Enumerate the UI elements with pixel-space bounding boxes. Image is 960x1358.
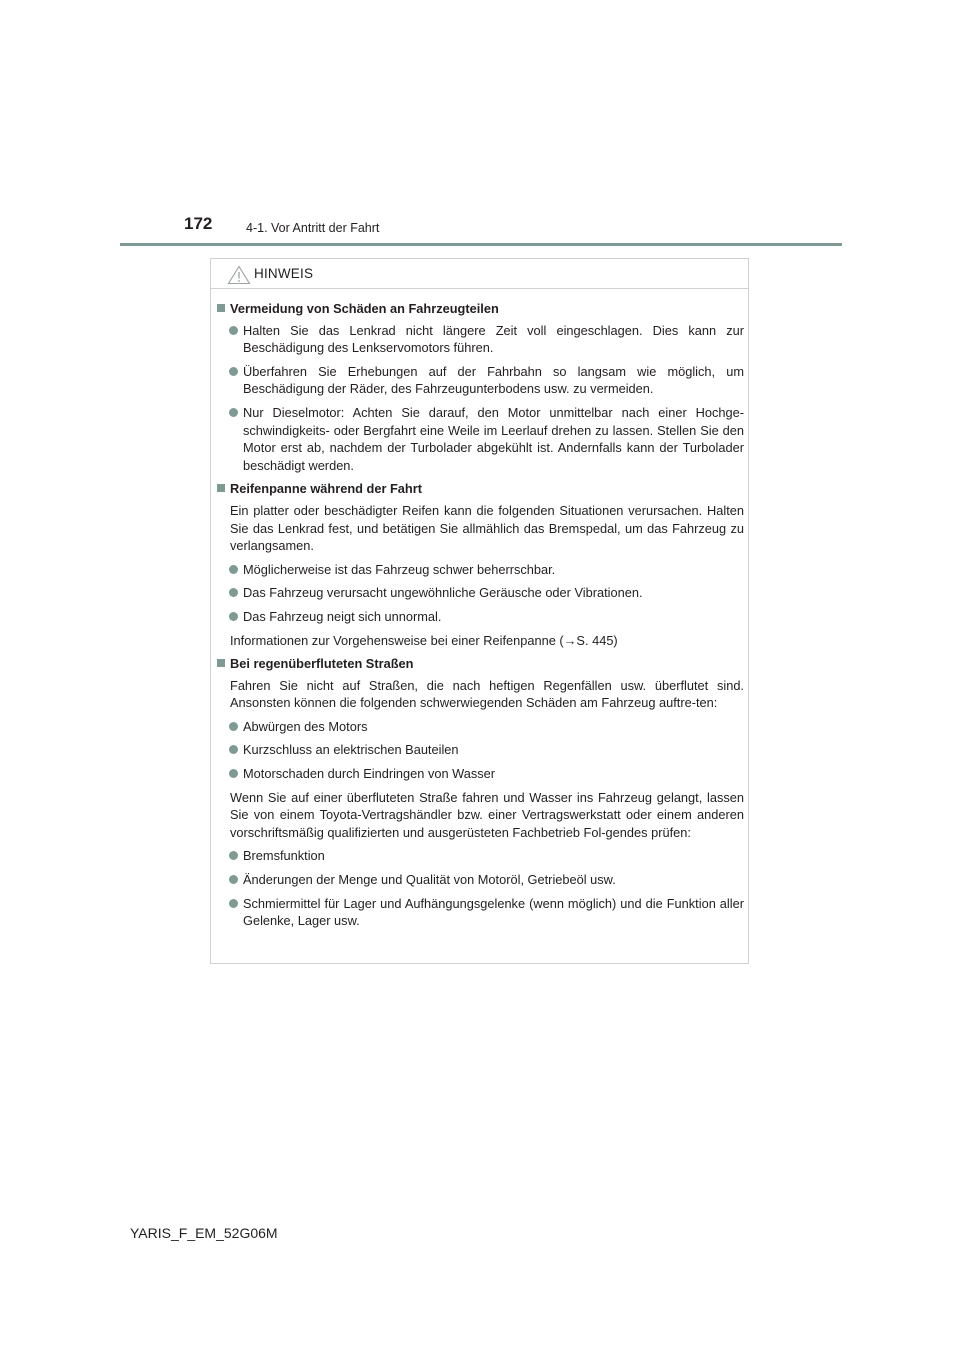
round-bullet-icon xyxy=(229,588,238,597)
section-heading: Vermeidung von Schäden an Fahrzeugteilen xyxy=(217,300,744,318)
list-item: Kurzschluss an elektrischen Bauteilen xyxy=(217,741,744,759)
round-bullet-icon xyxy=(229,367,238,376)
round-bullet-icon xyxy=(229,851,238,860)
round-bullet-icon xyxy=(229,408,238,417)
page-number: 172 xyxy=(184,214,213,233)
list-item: Halten Sie das Lenkrad nicht längere Zeit voll eingeschlagen. Dies kann zur Beschädigung des Lenkservomotors führen. xyxy=(217,322,744,357)
square-bullet-icon xyxy=(217,304,225,312)
paragraph: Wenn Sie auf einer überfluteten Straße fahren und Wasser ins Fahrzeug gelangt, lassen Sie von einem Toyota-Vertragshändler bzw. einer Vertragswerkstatt oder einem anderen vorschriftsmäßig qualifizierten und ausgerüsteten Fachbetrieb Fol-gendes prüfen: xyxy=(230,789,744,840)
square-bullet-icon xyxy=(217,659,225,667)
list-item: Änderungen der Menge und Qualität von Motoröl, Getriebeöl usw. xyxy=(217,871,744,889)
round-bullet-icon xyxy=(229,565,238,574)
list-item: Nur Dieselmotor: Achten Sie darauf, den Motor unmittelbar nach einer Hochge-schwindigkeits- oder Bergfahrt eine Weile im Leerlauf drehen zu lassen. Stellen Sie den Motor erst ab, nachdem der Turbolader abgekühlt ist. Andernfalls kann der Turbolader beschädigt werden. xyxy=(217,404,744,474)
section-heading: Reifenpanne während der Fahrt xyxy=(217,480,744,498)
list-item: Bremsfunktion xyxy=(217,847,744,865)
round-bullet-icon xyxy=(229,612,238,621)
list-item: Abwürgen des Motors xyxy=(217,718,744,736)
notice-title: HINWEIS xyxy=(254,266,314,281)
paragraph: Fahren Sie nicht auf Straßen, die nach heftigen Regenfällen usw. überflutet sind. Ansonsten können die folgenden schwerwiegenden Schäden am Fahrzeug auftre-ten: xyxy=(230,677,744,711)
paragraph: Ein platter oder beschädigter Reifen kann die folgenden Situationen verursachen. Halten Sie das Lenkrad fest, und betätigen Sie allmählich das Bremspedal, um das Fahrzeug zu verlangsamen. xyxy=(230,502,744,554)
document-code: YARIS_F_EM_52G06M xyxy=(130,1225,278,1241)
list-item: Überfahren Sie Erhebungen auf der Fahrbahn so langsam wie möglich, um Beschädigung der Räder, des Fahrzeugunterbodens usw. zu vermeiden. xyxy=(217,363,744,398)
round-bullet-icon xyxy=(229,745,238,754)
notice-box xyxy=(210,258,749,964)
page-reference: Informationen zur Vorgehensweise bei einer Reifenpanne (→S. 445) xyxy=(230,632,618,648)
round-bullet-icon xyxy=(229,875,238,884)
list-item: Schmiermittel für Lager und Aufhängungsgelenke (wenn möglich) und die Funktion aller Gelenke, Lager usw. xyxy=(217,895,744,930)
list-item: Motorschaden durch Eindringen von Wasser xyxy=(217,765,744,783)
section-title: 4-1. Vor Antritt der Fahrt xyxy=(246,221,380,235)
square-bullet-icon xyxy=(217,484,225,492)
round-bullet-icon xyxy=(229,899,238,908)
warning-triangle-icon xyxy=(227,265,251,285)
notice-body xyxy=(217,300,744,936)
list-item: Möglicherweise ist das Fahrzeug schwer beherrschbar. xyxy=(217,561,744,579)
section-heading: Bei regenüberfluteten Straßen xyxy=(217,655,744,673)
round-bullet-icon xyxy=(229,326,238,335)
round-bullet-icon xyxy=(229,722,238,731)
list-item: Das Fahrzeug neigt sich unnormal. xyxy=(217,608,744,626)
list-item: Das Fahrzeug verursacht ungewöhnliche Geräusche oder Vibrationen. xyxy=(217,584,744,602)
round-bullet-icon xyxy=(229,769,238,778)
notice-header xyxy=(211,259,748,289)
header-divider xyxy=(120,243,842,246)
